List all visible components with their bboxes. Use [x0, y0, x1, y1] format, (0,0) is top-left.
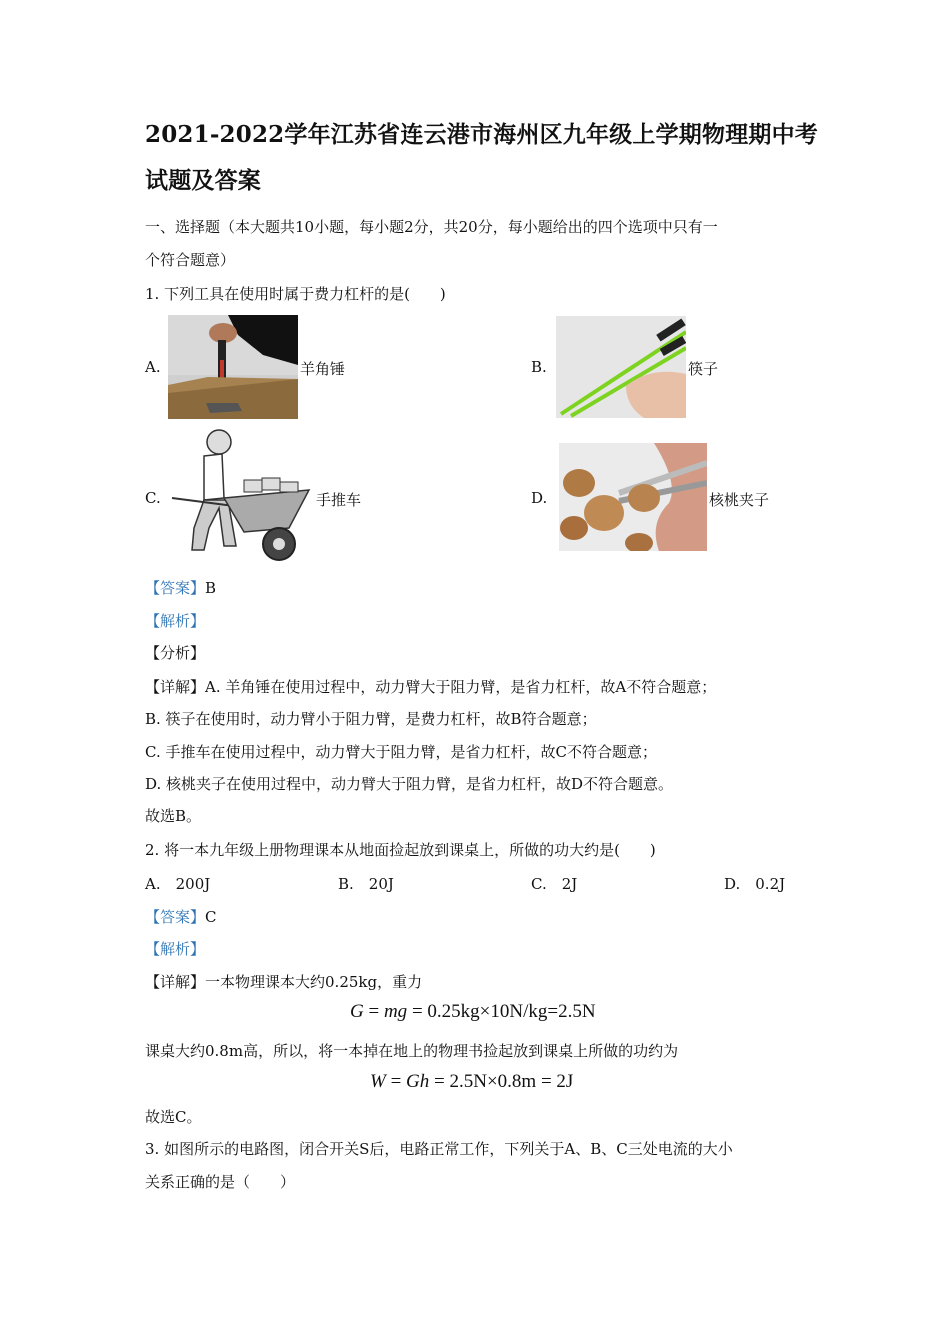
chopsticks-icon — [556, 316, 686, 418]
q2-stem: 2. 将一本九年级上册物理课本从地面捡起放到课桌上，所做的功大约是( ) — [145, 841, 656, 859]
q2-answer-value: C — [205, 908, 217, 926]
section-header-line1: 一、选择题（本大题共10小题，每小题2分，共20分，每小题给出的四个选项中只有一 — [145, 218, 718, 236]
q2-detail-text: 一本物理课本大约0.25kg，重力 — [205, 973, 423, 991]
hammer-icon — [168, 315, 298, 419]
formula1-eq: = — [363, 1001, 384, 1022]
q1-option-b-text: 筷子 — [688, 360, 719, 378]
q2-detail-line — [145, 971, 422, 992]
q2-answer-tag: 【答案】 — [145, 908, 206, 926]
document-title: 2021-2022学年江苏省连云港市海州区九年级上学期物理期中考试题及答案 — [145, 121, 818, 194]
formula2-lhs: W — [370, 1071, 386, 1092]
formula2-eq: = — [385, 1071, 407, 1092]
q2-conclusion: 故选C。 — [145, 1108, 202, 1126]
formula2-rest: = 2.5N×0.8m = 2J — [429, 1071, 574, 1092]
q1-stem: 1. 下列工具在使用时属于费力杠杆的是( ) — [145, 285, 446, 303]
q2-option-a: A. 200J — [145, 875, 211, 893]
q1-analysis-tag: 【解析】 — [145, 612, 206, 630]
q1-answer-value: B — [205, 579, 217, 597]
q1-fenxi-tag: 【分析】 — [145, 644, 206, 662]
nutcracker-icon — [559, 443, 707, 551]
q2-option-d: D. 0.2J — [724, 875, 786, 893]
formula2-mid: Gh — [406, 1071, 430, 1092]
formula1-rest: = 0.25kg×10N/kg=2.5N — [407, 1001, 596, 1022]
q1-detail-a: A. 羊角锤在使用过程中，动力臂大于阻力臂，是省力杠杆，故A不符合题意； — [205, 678, 717, 696]
q2-analysis-tag: 【解析】 — [145, 940, 206, 958]
q1-option-c-text: 手推车 — [316, 491, 362, 509]
q2-detail-tag: 【详解】 — [145, 973, 206, 991]
q1-detail-b: B. 筷子在使用时，动力臂小于阻力臂，是费力杠杆，故B符合题意； — [145, 710, 597, 728]
q2-option-b: B. 20J — [338, 875, 394, 893]
q1-detail-c: C. 手推车在使用过程中，动力臂大于阻力臂，是省力杠杆，故C不符合题意； — [145, 743, 657, 761]
q2-middle-text: 课桌大约0.8m高，所以，将一本掉在地上的物理书捡起放到课桌上所做的功约为 — [145, 1042, 679, 1060]
formula1-mid: mg — [383, 1001, 408, 1022]
q1-detail-d: D. 核桃夹子在使用过程中，动力臂大于阻力臂，是省力杠杆，故D不符合题意。 — [145, 775, 674, 793]
q3-stem-line1: 3. 如图所示的电路图，闭合开关S后，电路正常工作，下列关于A、B、C三处电流的大小 — [145, 1140, 733, 1158]
q1-option-b-label: B. — [531, 358, 547, 376]
q1-option-d-label: D. — [531, 489, 548, 507]
q2-formula-weight — [350, 1001, 596, 1023]
q1-detail-line1 — [145, 676, 716, 697]
q2-answer-line — [145, 906, 217, 927]
q2-formula-work — [370, 1071, 573, 1093]
q2-option-c: C. 2J — [531, 875, 578, 893]
q3-stem-line2: 关系正确的是（ ） — [145, 1173, 296, 1191]
q1-answer-line — [145, 577, 216, 598]
q1-option-a-text: 羊角锤 — [300, 360, 346, 378]
q1-detail-tag: 【详解】 — [145, 678, 206, 696]
q1-option-a-label: A. — [145, 358, 161, 376]
formula1-lhs: G — [350, 1001, 364, 1022]
wheelbarrow-icon — [164, 428, 314, 568]
section-header-line2: 个符合题意） — [145, 251, 236, 269]
q1-option-c-label: C. — [145, 489, 161, 507]
q1-conclusion: 故选B。 — [145, 807, 202, 825]
q1-answer-tag: 【答案】 — [145, 579, 206, 597]
q1-option-d-text: 核桃夹子 — [709, 491, 770, 509]
